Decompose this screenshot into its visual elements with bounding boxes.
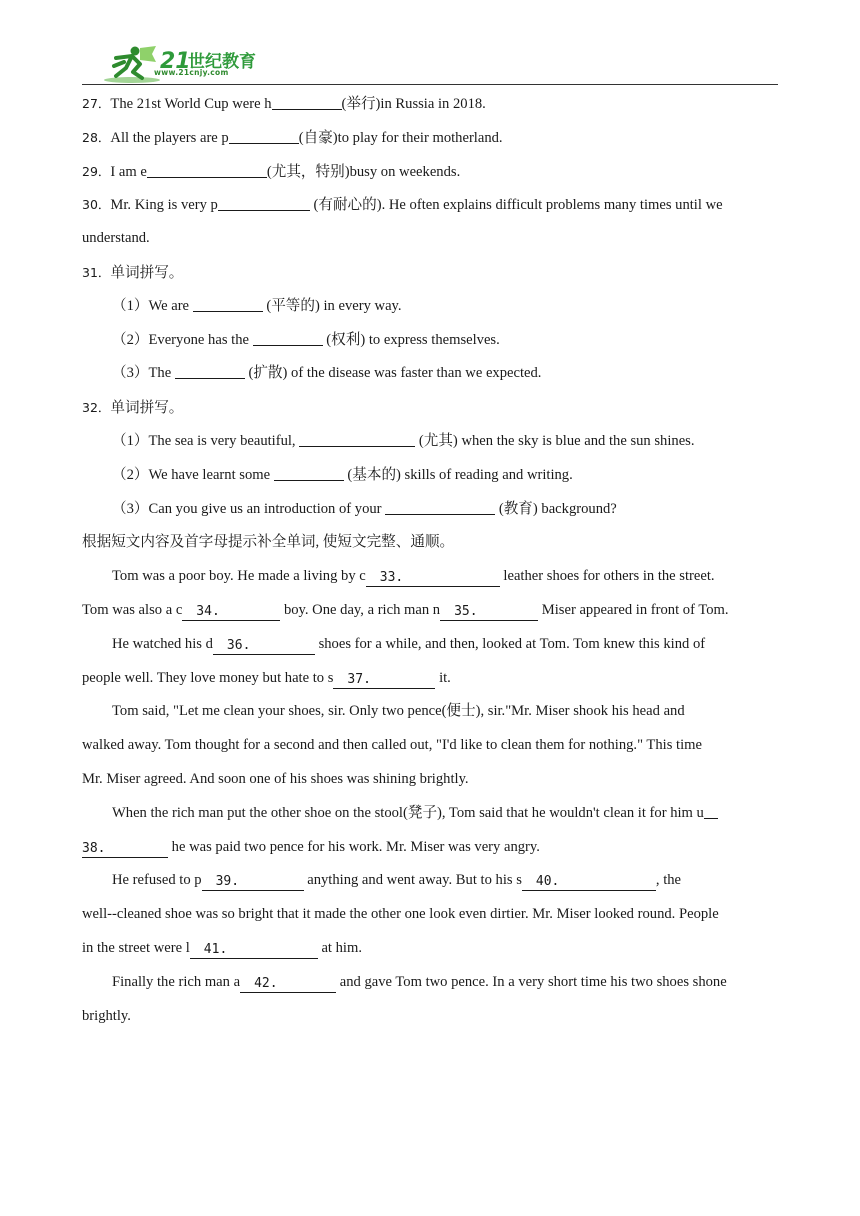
answer-blank-38-start[interactable] <box>704 802 718 819</box>
passage-p1-line2: Tom was also a c 34. boy. One day, a rich man n 35. Miser appeared in front of Tom. <box>82 601 729 619</box>
question-28: 28．All the players are p (自豪)to play for their motherland. <box>82 121 779 155</box>
question-31-item-2: （2）Everyone has the (权利) to express themselves. <box>82 324 779 358</box>
answer-blank[interactable] <box>272 93 342 110</box>
answer-blank-41[interactable]: 41. <box>190 942 318 959</box>
passage-p3-line3: Mr. Miser agreed. And soon one of his shoes was shining brightly. <box>82 770 469 787</box>
answer-blank[interactable] <box>193 295 263 312</box>
question-32 <box>82 391 779 425</box>
passage-p6-line1: Finally the rich man a 42. and gave Tom two pence. In a very short time his two shoes shone <box>112 973 727 991</box>
answer-blank-37[interactable]: 37. <box>333 672 435 689</box>
question-title: 单词拼写。 <box>110 400 184 417</box>
passage-p3-line1: Tom said, "Let me clean your shoes, sir. Only two pence(便士), sir."Mr. Miser shook his head and <box>112 703 685 720</box>
answer-blank[interactable] <box>385 498 495 515</box>
passage-p5-line2: well--cleaned shoe was so bright that it made the other one look even dirtier. Mr. Miser looked round. People <box>82 906 719 923</box>
answer-blank[interactable] <box>147 161 267 178</box>
answer-blank-35[interactable]: 35. <box>440 604 538 621</box>
header-rule <box>82 84 778 85</box>
answer-blank-33[interactable]: 33. <box>366 570 500 587</box>
answer-blank[interactable] <box>274 464 344 481</box>
question-number: 29． <box>82 163 111 179</box>
question-32-item-1: （1）The sea is very beautiful, (尤其) when the sky is blue and the sun shines. <box>82 425 779 459</box>
answer-blank[interactable] <box>175 362 245 379</box>
logo-subtitle: www.21cnjy.com <box>154 68 229 77</box>
answer-blank-34[interactable]: 34. <box>182 604 280 621</box>
svg-text:21: 21 <box>160 49 191 74</box>
question-30: 30．Mr. King is very p (有耐心的). He often explains difficult problems many times until we <box>82 188 779 222</box>
passage-p6-line2: brightly. <box>82 1007 131 1024</box>
question-32-item-3: （3）Can you give us an introduction of your (教育) background? <box>82 493 779 527</box>
answer-blank[interactable] <box>253 329 323 346</box>
answer-blank-38[interactable]: 38. <box>82 841 168 858</box>
question-32-item-2: （2）We have learnt some (基本的) skills of reading and writing. <box>82 459 779 493</box>
answer-blank-39[interactable]: 39. <box>202 874 304 891</box>
question-number: 31． <box>82 264 111 280</box>
passage-p5-line3: in the street were l 41. at him. <box>82 939 362 957</box>
passage-p4-line2: 38. he was paid two pence for his work. Mr. Miser was very angry. <box>82 838 540 856</box>
question-31-item-3: （3）The (扩散) of the disease was faster than we expected. <box>82 357 779 391</box>
question-27: 27．The 21st World Cup were h (举行)in Russia in 2018. <box>82 87 779 121</box>
question-title: 单词拼写。 <box>110 264 184 281</box>
worksheet-content <box>82 87 779 1033</box>
question-30-cont: understand. <box>82 230 150 247</box>
question-number: 27． <box>82 96 111 111</box>
question-number: 30． <box>82 197 111 213</box>
answer-blank[interactable] <box>218 194 310 211</box>
answer-blank-40[interactable]: 40. <box>522 874 656 891</box>
answer-blank-36[interactable]: 36. <box>213 638 315 655</box>
question-31 <box>82 256 779 290</box>
page-header <box>82 38 778 86</box>
passage-p2-line2: people well. They love money but hate to s 37. it. <box>82 669 451 687</box>
passage-p1-line1: Tom was a poor boy. He made a living by c 33. leather shoes for others in the street. <box>112 568 715 586</box>
passage-p2-line1: He watched his d 36. shoes for a while, and then, looked at Tom. Tom knew this kind of <box>112 635 706 653</box>
passage-p3-line2: walked away. Tom thought for a second and then called out, "I'd like to clean them for nothing." This time <box>82 737 702 754</box>
question-29: 29．I am e (尤其，特别)busy on weekends. <box>82 155 779 189</box>
answer-blank-42[interactable]: 42. <box>240 976 336 993</box>
passage-p4-line1: When the rich man put the other shoe on the stool(凳子), Tom said that he wouldn't clean it for him u <box>82 797 779 831</box>
svg-text:世纪教育: 世纪教育 <box>188 52 256 72</box>
question-number: 32． <box>82 400 111 416</box>
answer-blank[interactable] <box>299 430 415 447</box>
logo-21cnjy <box>102 42 272 84</box>
passage-instruction: 根据短文内容及首字母提示补全单词, 使短文完整、通顺。 <box>82 534 455 551</box>
passage-p5-line1: He refused to p 39. anything and went away. But to his s 40. , the <box>112 872 682 890</box>
answer-blank[interactable] <box>229 127 299 144</box>
question-number: 28． <box>82 129 111 145</box>
question-31-item-1: （1）We are (平等的) in every way. <box>82 290 779 324</box>
